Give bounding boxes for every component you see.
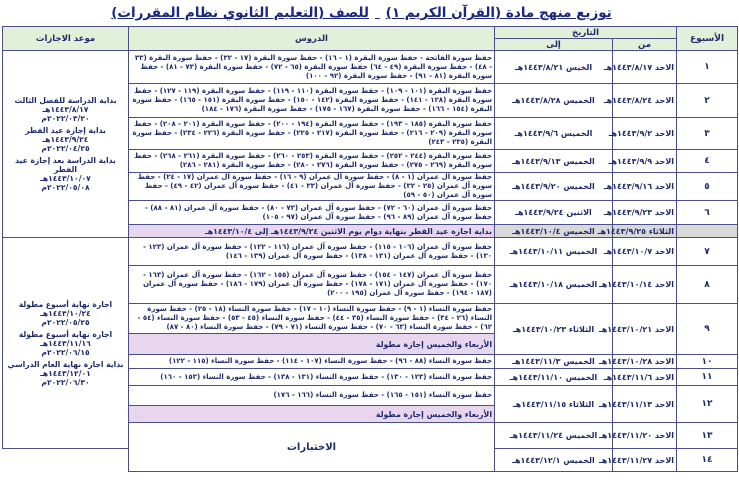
lesson-cell: حفظ سورة البقرة (١٨٥ - ١٩٣) - حفظ سورة البقرة (١٩٤ - ٢٠٠) - حفظ سورة البقرة (٢٠١ - ٢٠٨) - حفظ سورة البقرة (٢٠٩ - ٢١٦) - حفظ سورة البقرة (٢١٧ - ٢٢٥) - حفظ سورة البقرة (٢٢٦ - ٢٣٤) - حفظ سورة البقرة (٢٣٥ - ٢٤٣)	[129, 118, 495, 150]
exams-cell: الاختبارات	[129, 423, 495, 472]
lesson-cell: حفظ سورة النساء (٨٨ - ٩٦) - حفظ سورة النساء (١٠٧ - ١١٤) - حفظ سورة النساء (١١٥ - ١٢٢)	[129, 355, 495, 369]
table-row: ٣ الاحد ١٤٤٣/٩/٢هـ الخميس ١٤٤٣/٩/٦هـ حفظ سورة البقرة (١٨٥ - ١٩٣) - حفظ سورة البقرة (١٩٤ - ٢٠٠) - حفظ سورة البقرة (٢٠١ - ٢٠٨) - حفظ سورة البقرة (٢٠٩ - ٢١٦) - حفظ سورة البقرة (٢١٧ - ٢٢٥) - حفظ سورة البقرة (٢٢٦ - ٢٣٤) - حفظ سورة البقرة (٢٣٥ - ٢٤٣)	[3, 118, 738, 150]
lesson-cell: حفظ سورة الفاتحة - حفظ سورة البقرة (١ - ١٦) - حفظ سورة البقرة (١٧ - ٣٢) - حفظ سورة البقرة (٣٣ - ٤٨) - حفظ سورة البقرة (٤٩ - ٦٤) حفظ سورة البقرة (٦٥ - ٧٢) - حفظ سورة البقرة (٧٣ - ٨١) - حفظ سورة البقرة (٨١ - ٩١) - حفظ سورة البقرة (٩٢ - ١٠٠)	[129, 51, 495, 84]
table-row: ٩ الاحد ١٤٤٣/١٠/٢١هـ الثلاثاء ١٤٤٣/١٠/٢٣هـ حفظ سورة النساء (١ - ٩) - حفظ سورة النساء (١٠ - ١٧) - حفظ سورة النساء (١٨ - ٢٥) - حفظ سورة النساء (٢٦ - ٣٤) - حفظ سورة النساء (٣٥ - ٤٤) - حفظ سورة النساء (٤٥ - ٥٣) - حفظ سورة النساء (٥٤ - ٦٢) - حفظ سورة النساء (٦٣ - ٧٠) - حفظ سورة النساء (٧١ - ٧٩) - حفظ سورة النساء (٨٠ - ٨٧)	[3, 304, 738, 334]
table-row: ١٤ الاحد ١٤٤٣/١١/٢٧هـ الخميس ١٤٤٣/١٢/١هـ	[3, 449, 738, 472]
table-row: ٧ الاحد ١٤٤٣/١٠/٧هـ الخميس ١٤٤٣/١٠/١١هـ حفظ سورة آل عمران (١٠٦ - ١١٥) - حفظ سورة آل عمران (١١٦ - ١٢٢) - حفظ سورة آل عمران (١٢٣ - ١٣٠) - حفظ سورة آل عمران (١٣١ - ١٣٨) - حفظ سورة آل عمران (١٣٩ - ١٤٦) اجازة نهاية أسبوع مطولة ١٤٤٣/١٠/٢٤هـ ٢٠٢٢/٠٥/٢٥م اجازة نهاية أسبوع مطولة ١٤٤٣/١١/١٦هـ ٢٠٢٢/٠٦/١٥م بداية اجازة نهاية العام الدراسي ١٤٤٣/١٢/٠١هـ ٢٠٢٢/٠٦/٣٠م	[3, 238, 738, 266]
table-row: ٦ الاحد ١٤٤٣/٩/٢٣هـ الاثنين ١٤٤٣/٩/٢٤هـ حفظ سورة آل عمران (٦٠ - ٧٢) - حفظ سورة آل عمران (٧٣ - ٨٠) - حفظ سورة آل عمران (٨١ - ٨٨) - حفظ سورة آل عمران (٨٩ - ٩٦) - حفظ سورة آل عمران (٩٧ - ١٠٥)	[3, 201, 738, 225]
table-row: ٤ الاحد ١٤٤٣/٩/٩هـ الخميس ١٤٤٣/٩/١٣هـ حفظ سورة البقرة (٢٤٤ - ٢٥٢) - حفظ سورة البقرة (٢٥٣ - ٢٦٠) - حفظ سورة البقرة (٢٦١ - ٢٦٨) - حفظ سورة البقرة (٢٦٩ - ٢٧٥) - حفظ سورة البقرة (٢٧٦ - ٢٨٠) - حفظ سورة البقرة (٢٨١ - ٢٨٦)	[3, 150, 738, 173]
header-week: الأسبوع	[677, 27, 738, 51]
lesson-cell: حفظ سورة النساء (١٥١ - ١٦٥) - حفظ سورة النساء (١٦٦ - ١٧٦)	[129, 386, 495, 406]
lesson-cell: حفظ سورة آل عمران (١ - ٨) - حفظ سورة آل عمران (٩ - ١٦) - حفظ سورة آل عمران (١٧ - ٢٤) - حفظ سورة آل عمران (٢٥ - ٣٢) - حفظ سورة آل عمران (٣٣ - ٤١) - حفظ سورة آل عمران (٤٢ - ٤٩) - حفظ سورة آل عمران (٥٠ - ٥٩)	[129, 173, 495, 201]
header-from: من	[613, 39, 677, 51]
table-row: ٨ الاحد ١٤٤٣/١٠/١٤هـ الخميس ١٤٤٣/١٠/١٨هـ حفظ سورة آل عمران (١٤٧ - ١٥٤) - حفظ سورة آل عمران (١٥٥ - ١٦٢) - حفظ سورة آل عمران (١٦٣ - ١٧٠) - حفظ سورة آل عمران (١٧١ - ١٧٨) - حفظ سورة آل عمران (١٧٩ - ١٨٦) - حفظ سورة آل عمران (١٨٧ - ١٩٤) - حفظ سورة آل عمران (١٩٥ - ٢٠٠)	[3, 266, 738, 304]
table-row: ٥ الاحد ١٤٤٣/٩/١٦هـ الخميس ١٤٤٣/٩/٢٠هـ حفظ سورة آل عمران (١ - ٨) - حفظ سورة آل عمران (٩ - ١٦) - حفظ سورة آل عمران (١٧ - ٢٤) - حفظ سورة آل عمران (٢٥ - ٣٢) - حفظ سورة آل عمران (٣٣ - ٤١) - حفظ سورة آل عمران (٤٢ - ٤٩) - حفظ سورة آل عمران (٥٠ - ٥٩)	[3, 173, 738, 201]
title-grade: للصف (التعليم الثانوي نظام المقررات)	[111, 5, 369, 21]
lesson-cell: حفظ سورة البقرة (١٠١ - ١٠٩) - حفظ سورة البقرة (١١٠ - ١١٩) - حفظ سورة البقرة (١١٩ - ١٢٧) - حفظ سورة البقرة (١٢٨ - ١٤١) - حفظ سورة البقرة (١٤٢ - ١٥٠) - حفظ سورة البقرة (١٥١ - ١٦٥) - حفظ سورة البقرة (١٥٤ - ١٦٦) - حفظ سورة البقرة (١٦٧ - ١٧٥) - حفظ سورة البقرة (١٧٦ - ١٨٤)	[129, 84, 495, 118]
header-lessons: الدروس	[129, 27, 495, 51]
table-row: ١٢ الاحد ١٤٤٣/١١/١٣هـ الثلاثاء ١٤٤٣/١١/١٥هـ حفظ سورة النساء (١٥١ - ١٦٥) - حفظ سورة النساء (١٦٦ - ١٧٦)	[3, 386, 738, 406]
table-row: ٢ الاحد ١٤٤٣/٨/٢٤هـ الخميس ١٤٤٣/٨/٢٨هـ حفظ سورة البقرة (١٠١ - ١٠٩) - حفظ سورة البقرة (١١٠ - ١١٩) - حفظ سورة البقرة (١١٩ - ١٢٧) - حفظ سورة البقرة (١٢٨ - ١٤١) - حفظ سورة البقرة (١٤٢ - ١٥٠) - حفظ سورة البقرة (١٥١ - ١٦٥) - حفظ سورة البقرة (١٥٤ - ١٦٦) - حفظ سورة البقرة (١٦٧ - ١٧٥) - حفظ سورة البقرة (١٧٦ - ١٨٤)	[3, 84, 738, 118]
date-to: الخيس ١٤٤٣/٨/٢١هـ	[495, 51, 613, 84]
holiday-notice: الأربعاء والخميس إجازة مطولة	[129, 334, 495, 355]
lesson-cell: حفظ سورة البقرة (٢٤٤ - ٢٥٢) - حفظ سورة البقرة (٢٥٣ - ٢٦٠) - حفظ سورة البقرة (٢٦١ - ٢٦٨) - حفظ سورة البقرة (٢٦٩ - ٢٧٥) - حفظ سورة البقرة (٢٧٦ - ٢٨٠) - حفظ سورة البقرة (٢٨١ - ٢٨٦)	[129, 150, 495, 173]
header-due: موعد الاجازات	[3, 27, 129, 51]
table-row	[3, 51, 738, 84]
due-block: بداية اجازة نهاية العام الدراسي ١٤٤٣/١٢/٠١هـ ٢٠٢٢/٠٦/٣٠م	[7, 359, 124, 387]
holiday-notice: الأربعاء والخميس إجازة مطولة	[129, 406, 495, 423]
header-to: إلى	[495, 39, 613, 51]
table-row: ١١ الاحد ١٤٤٣/١١/٦هـ الخميس ١٤٤٣/١١/١٠هـ حفظ سورة النساء (١٢٣ - ١٣٠) - حفظ سورة النساء (١٣١ - ١٣٨) - حفظ سورة النساء (١٥٣ - ١٦٠)	[3, 369, 738, 386]
lesson-cell: حفظ سورة آل عمران (١٠٦ - ١١٥) - حفظ سورة آل عمران (١١٦ - ١٢٢) - حفظ سورة آل عمران (١٢٣ - ١٣٠) - حفظ سورة آل عمران (١٣١ - ١٣٨) - حفظ سورة آل عمران (١٣٩ - ١٤٦)	[129, 238, 495, 266]
table-row: ١٠ الاحد ١٤٤٣/١٠/٢٨هـ الخميس ١٤٤٣/١١/٣هـ حفظ سورة النساء (٨٨ - ٩٦) - حفظ سورة النساء (١٠٧ - ١١٤) - حفظ سورة النساء (١١٥ - ١٢٢)	[3, 355, 738, 369]
due-block: بداية الدراسة بعد إجازة عيد الفطر ١٤٤٣/١٠/٠٧هـ ٢٠٢٢/٠٥/٠٨م	[15, 156, 116, 192]
due-block: بداية إجازة عيد الفطر ١٤٤٣/٩/٢٤هـ ٢٠٢٢/٠٤/٢٥م	[25, 126, 106, 153]
holiday-notice: بداية اجازة عيد الفطر بنهاية دوام يوم الاثنين ١٤٤٣/٩/٢٤هـ إلى ١٤٤٣/١٠/٤هـ	[129, 225, 495, 238]
header-date: التاريخ	[495, 27, 677, 39]
lesson-cell: حفظ سورة النساء (١٢٣ - ١٣٠) - حفظ سورة النساء (١٣١ - ١٣٨) - حفظ سورة النساء (١٥٣ - ١٦٠)	[129, 369, 495, 386]
lesson-cell: حفظ سورة النساء (١ - ٩) - حفظ سورة النساء (١٠ - ١٧) - حفظ سورة النساء (١٨ - ٢٥) - حفظ سورة النساء (٢٦ - ٣٤) - حفظ سورة النساء (٣٥ - ٤٤) - حفظ سورة النساء (٤٥ - ٥٣) - حفظ سورة النساء (٥٤ - ٦٢) - حفظ سورة النساء (٦٣ - ٧٠) - حفظ سورة النساء (٧١ - ٧٩) - حفظ سورة النساء (٨٠ - ٨٧)	[129, 304, 495, 334]
due-block: اجازة نهاية أسبوع مطولة ١٤٤٣/١١/١٦هـ ٢٠٢٢/٠٦/١٥م	[18, 329, 113, 357]
due-block: اجازة نهاية أسبوع مطولة ١٤٤٣/١٠/٢٤هـ ٢٠٢٢/٠٥/٢٥م	[18, 299, 113, 327]
due-cell	[3, 238, 129, 449]
due-block: بداية الدراسة للفصل الثالث ١٤٤٣/٨/١٧هـ ٢٠٢٢/٠٣/٢٠م	[14, 96, 117, 123]
title-main: توزيع منهج مادة (القرآن الكريم ١)	[385, 5, 612, 21]
date-from: الاحد ١٤٤٣/٨/١٧هـ	[613, 51, 677, 84]
due-cell	[3, 51, 129, 238]
table-row: ١٣ الاحد ١٤٤٣/١١/٢٠هـ الخميس ١٤٤٣/١١/٢٤هـ الاختبارات	[3, 423, 738, 449]
schedule-table	[2, 26, 738, 472]
table-row-holiday: الثلاثاء ١٤٤٣/٩/٢٥هـ الخميس ١٤٤٣/١٠/٤هـ بداية اجازة عيد الفطر بنهاية دوام يوم الاثنين ١٤٤٣/٩/٢٤هـ إلى ١٤٤٣/١٠/٤هـ	[3, 225, 738, 238]
page-title	[0, 0, 739, 28]
week-number: ١	[677, 51, 738, 84]
lesson-cell: حفظ سورة آل عمران (١٤٧ - ١٥٤) - حفظ سورة آل عمران (١٥٥ - ١٦٢) - حفظ سورة آل عمران (١٦٣ - ١٧٠) - حفظ سورة آل عمران (١٧١ - ١٧٨) - حفظ سورة آل عمران (١٧٩ - ١٨٦) - حفظ سورة آل عمران (١٨٧ - ١٩٤) - حفظ سورة آل عمران (١٩٥ - ٢٠٠)	[129, 266, 495, 304]
lesson-cell: حفظ سورة آل عمران (٦٠ - ٧٢) - حفظ سورة آل عمران (٧٣ - ٨٠) - حفظ سورة آل عمران (٨١ - ٨٨) - حفظ سورة آل عمران (٨٩ - ٩٦) - حفظ سورة آل عمران (٩٧ - ١٠٥)	[129, 201, 495, 225]
